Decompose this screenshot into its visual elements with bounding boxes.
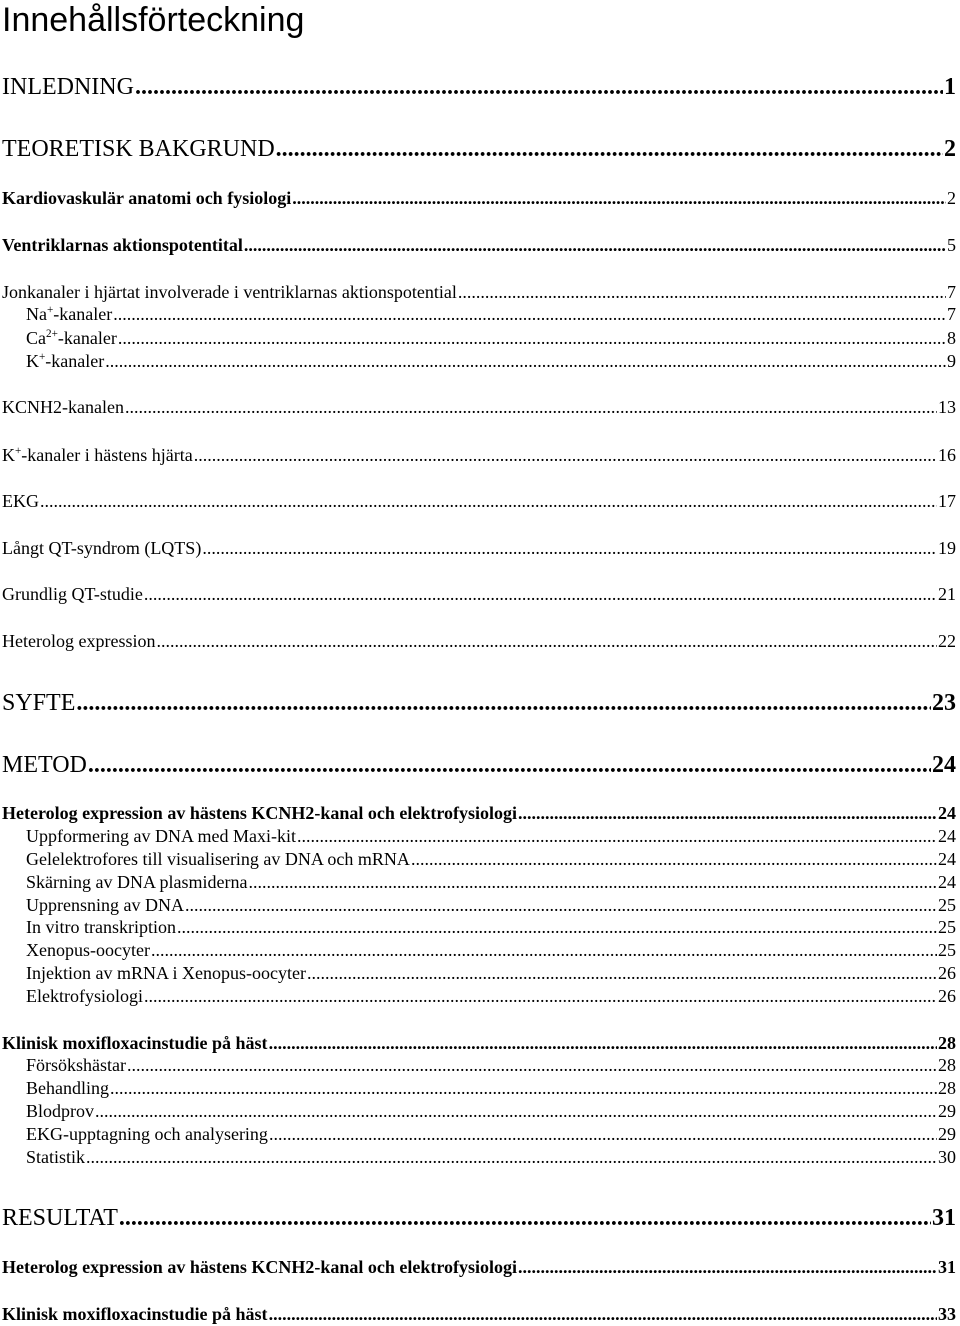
toc-page-number: 25 bbox=[938, 895, 956, 915]
toc-entry-resultat[interactable] bbox=[2, 1205, 956, 1232]
toc-page-number: 7 bbox=[947, 304, 956, 324]
toc-entry[interactable] bbox=[2, 631, 956, 652]
toc-entry[interactable] bbox=[26, 963, 956, 984]
toc-entry[interactable] bbox=[26, 849, 956, 870]
toc-label: Heterolog expression av hästens KCNH2-kanal och elektrofysiologi bbox=[2, 803, 517, 823]
toc-label: Skärning av DNA plasmiderna bbox=[26, 872, 248, 892]
toc-page-number: 28 bbox=[938, 1055, 956, 1075]
toc-leader bbox=[95, 1101, 937, 1122]
toc-entry[interactable] bbox=[2, 491, 956, 512]
toc-page-number: 13 bbox=[938, 397, 956, 417]
toc-entry-metod[interactable] bbox=[2, 752, 956, 779]
toc-page-number: 29 bbox=[938, 1124, 956, 1144]
toc-entry[interactable] bbox=[2, 445, 956, 466]
toc-leader bbox=[307, 963, 937, 984]
toc-page-number: 31 bbox=[932, 1205, 956, 1231]
toc-label: EKG-upptagning och analysering bbox=[26, 1124, 268, 1144]
toc-label: Jonkanaler i hjärtat involverade i ventriklarnas aktionspotential bbox=[2, 282, 457, 302]
toc-label: Injektion av mRNA i Xenopus-oocyter bbox=[26, 963, 306, 983]
toc-entry[interactable] bbox=[26, 1055, 956, 1076]
toc-leader bbox=[144, 986, 937, 1007]
toc-entry[interactable] bbox=[2, 584, 956, 605]
toc-entry[interactable] bbox=[2, 1033, 956, 1054]
toc-entry[interactable] bbox=[26, 986, 956, 1007]
toc-page-number: 17 bbox=[938, 491, 956, 511]
toc-entry-syfte[interactable] bbox=[2, 690, 956, 717]
toc-label: Uppformering av DNA med Maxi-kit bbox=[26, 826, 296, 846]
toc-label: Klinisk moxifloxacinstudie på häst bbox=[2, 1304, 268, 1324]
toc-leader bbox=[110, 1078, 937, 1099]
toc-page-number: 28 bbox=[938, 1033, 956, 1053]
toc-page-number: 9 bbox=[947, 351, 956, 371]
toc-label: Långt QT-syndrom (LQTS) bbox=[2, 538, 202, 558]
toc-label: Elektrofysiologi bbox=[26, 986, 143, 1006]
toc-entry[interactable] bbox=[2, 282, 956, 303]
toc-leader bbox=[276, 136, 943, 163]
toc-entry-inledning[interactable] bbox=[2, 74, 956, 101]
toc-leader bbox=[194, 445, 937, 466]
toc-leader bbox=[458, 282, 946, 303]
toc-leader bbox=[125, 397, 937, 418]
toc-leader bbox=[156, 631, 937, 652]
toc-page-number: 7 bbox=[947, 282, 956, 302]
toc-leader bbox=[269, 1033, 937, 1054]
toc-entry[interactable] bbox=[2, 803, 956, 824]
toc-label: EKG bbox=[2, 491, 39, 511]
toc-page-number: 33 bbox=[938, 1304, 956, 1324]
toc-page-number: 23 bbox=[932, 690, 956, 716]
toc-leader bbox=[269, 1304, 937, 1325]
toc-page-number: 24 bbox=[938, 849, 956, 869]
toc-leader bbox=[119, 1205, 931, 1232]
toc-label: Klinisk moxifloxacinstudie på häst bbox=[2, 1033, 268, 1053]
toc-leader bbox=[518, 1257, 937, 1278]
toc-label: Blodprov bbox=[26, 1101, 95, 1121]
toc-entry[interactable] bbox=[26, 940, 956, 961]
toc-label: Heterolog expression av hästens KCNH2-kanal och elektrofysiologi bbox=[2, 1257, 517, 1277]
toc-leader bbox=[177, 917, 937, 938]
toc-page-number: 30 bbox=[938, 1147, 956, 1167]
toc-leader bbox=[40, 491, 937, 512]
toc-page-number: 2 bbox=[944, 136, 956, 162]
toc-label: Behandling bbox=[26, 1078, 109, 1098]
toc-entry[interactable] bbox=[26, 872, 956, 893]
toc-entry[interactable] bbox=[26, 351, 956, 372]
toc-page-number: 24 bbox=[938, 872, 956, 892]
toc-leader bbox=[248, 872, 937, 893]
toc-entry[interactable] bbox=[2, 397, 956, 418]
toc-page-number: 28 bbox=[938, 1078, 956, 1098]
toc-page-number: 22 bbox=[938, 631, 956, 651]
toc-label: Kardiovaskulär anatomi och fysiologi bbox=[2, 188, 292, 208]
toc-label: Heterolog expression bbox=[2, 631, 156, 651]
toc-page-number: 24 bbox=[938, 826, 956, 846]
toc-leader bbox=[297, 826, 937, 847]
toc-leader bbox=[76, 690, 931, 717]
toc-page-number: 26 bbox=[938, 963, 956, 983]
toc-entry[interactable] bbox=[2, 188, 956, 209]
toc-entry[interactable] bbox=[2, 1257, 956, 1278]
toc-page-number: 29 bbox=[938, 1101, 956, 1121]
toc-label: In vitro transkription bbox=[26, 917, 176, 937]
toc-entry[interactable] bbox=[26, 1078, 956, 1099]
toc-entry[interactable] bbox=[26, 1101, 956, 1122]
toc-page-number: 2 bbox=[947, 188, 956, 208]
toc-entry[interactable] bbox=[26, 328, 956, 349]
toc-entry-teoretisk-bakgrund[interactable] bbox=[2, 136, 956, 163]
toc-label: Ventriklarnas aktionspotentital bbox=[2, 235, 243, 255]
toc-label: Na+-kanaler bbox=[26, 304, 113, 324]
toc-page-number: 16 bbox=[938, 445, 956, 465]
toc-page-number: 26 bbox=[938, 986, 956, 1006]
toc-label: K+-kanaler i hästens hjärta bbox=[2, 445, 193, 465]
toc-entry[interactable] bbox=[26, 917, 956, 938]
toc-leader bbox=[144, 584, 937, 605]
toc-leader bbox=[269, 1124, 937, 1145]
toc-entry[interactable] bbox=[26, 1124, 956, 1145]
toc-label: $Ca^{2+}$-kanaler bbox=[26, 328, 117, 348]
toc-label: METOD bbox=[2, 752, 87, 778]
toc-label: Statistik bbox=[26, 1147, 86, 1167]
toc-entry[interactable] bbox=[26, 1147, 956, 1168]
toc-label: KCNH2-kanalen bbox=[2, 397, 124, 417]
toc-page-number: 1 bbox=[944, 74, 956, 100]
toc-label: K+-kanaler bbox=[26, 351, 105, 371]
toc-page-number: 24 bbox=[932, 752, 956, 778]
toc-entry[interactable] bbox=[26, 895, 956, 916]
toc-entry[interactable] bbox=[2, 1304, 956, 1325]
toc-page-number: 8 bbox=[947, 328, 956, 348]
toc-label: Försökshästar bbox=[26, 1055, 126, 1075]
toc-label: SYFTE bbox=[2, 690, 76, 716]
toc-entry[interactable] bbox=[26, 826, 956, 847]
toc-label: Grundlig QT-studie bbox=[2, 584, 143, 604]
toc-page-number: 19 bbox=[938, 538, 956, 558]
toc-label: Upprensning av DNA bbox=[26, 895, 184, 915]
toc-leader bbox=[86, 1147, 937, 1168]
toc-leader bbox=[113, 304, 946, 325]
toc-page-number: 25 bbox=[938, 940, 956, 960]
toc-leader bbox=[244, 235, 946, 256]
toc-page-number: 25 bbox=[938, 917, 956, 937]
toc-page-number: 5 bbox=[947, 235, 956, 255]
toc-entry[interactable] bbox=[2, 235, 956, 256]
page-title: Innehållsförteckning bbox=[2, 1, 305, 39]
toc-leader bbox=[105, 351, 946, 372]
toc-label: Gelelektrofores till visualisering av DNA och mRNA bbox=[26, 849, 410, 869]
toc-label: INLEDNING bbox=[2, 74, 134, 100]
toc-leader bbox=[135, 74, 943, 101]
toc-label: Xenopus-oocyter bbox=[26, 940, 150, 960]
toc-page-number: 21 bbox=[938, 584, 956, 604]
toc-leader bbox=[518, 803, 937, 824]
toc-label: TEORETISK BAKGRUND bbox=[2, 136, 275, 162]
toc-leader bbox=[202, 538, 937, 559]
toc-page-number: 31 bbox=[938, 1257, 956, 1277]
toc-leader bbox=[411, 849, 937, 870]
toc-leader bbox=[127, 1055, 937, 1076]
toc-entry[interactable] bbox=[26, 304, 956, 325]
toc-page-number: 24 bbox=[938, 803, 956, 823]
toc-leader bbox=[185, 895, 937, 916]
toc-leader bbox=[151, 940, 937, 961]
toc-leader bbox=[88, 752, 931, 779]
toc-leader bbox=[118, 328, 946, 349]
toc-label: RESULTAT bbox=[2, 1205, 118, 1231]
toc-leader bbox=[292, 188, 946, 209]
toc-entry[interactable] bbox=[2, 538, 956, 559]
